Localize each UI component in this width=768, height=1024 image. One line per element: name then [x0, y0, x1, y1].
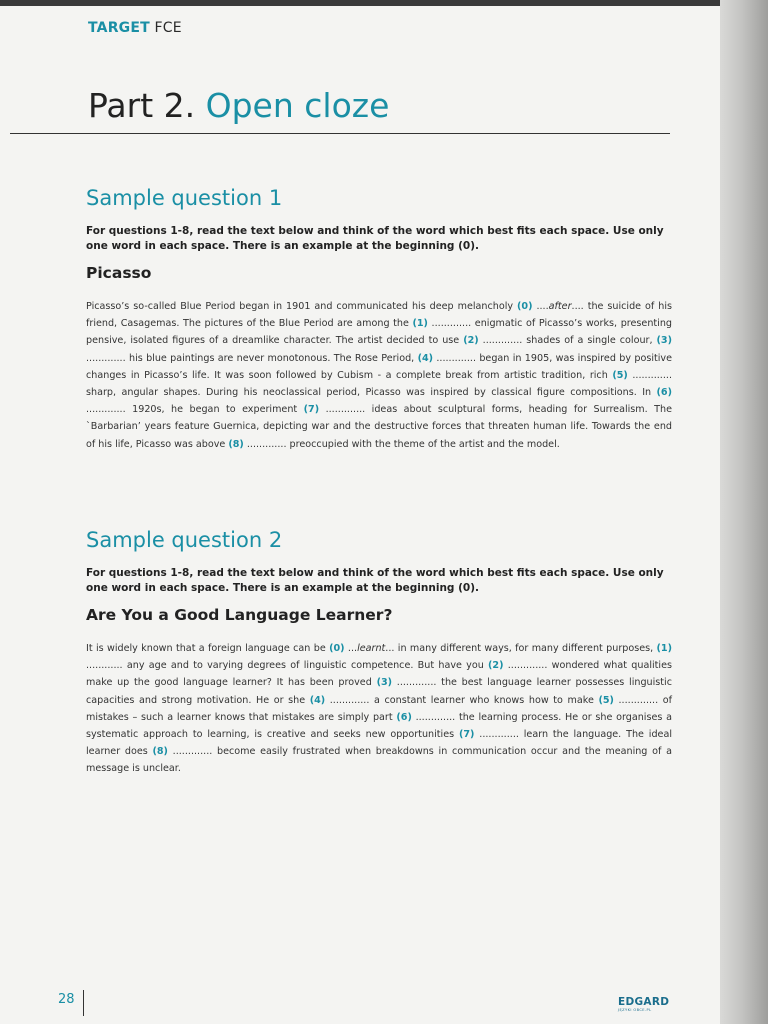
- passage-text: ............. sharp, angular shapes. During his neoclassical period, Picasso was inspired by classical figure compositions. In: [86, 369, 672, 399]
- passage-text: ............. become easily frustrated when breakdowns in communication occur and the meaning of a message is unclear.: [86, 746, 672, 775]
- passage-text: ............. ideas about sculptural forms, heading for Surrealism. The `Barbarian’ years feature Guernica, depicting war and the destructive forces that threaten human life. Towards the end of his life, Picasso was above: [86, 404, 672, 450]
- passage-text: ............. learn the language. The ideal learner does: [86, 729, 672, 758]
- q1-passage-title: Picasso: [86, 264, 152, 282]
- passage-text: ............. enigmatic of Picasso’s works, presenting pensive, isolated figures of a dreamlike character. The artist decided to use: [86, 318, 672, 347]
- gap-number: (8): [152, 746, 168, 758]
- header-brand: TARGET: [88, 20, 150, 36]
- passage-text: ............. wondered what qualities make up the good language learner? It has been proved: [86, 660, 672, 689]
- publisher-subtitle: JĘZYKI OBCE.PL: [618, 1008, 652, 1012]
- example-answer: learnt: [357, 643, 386, 654]
- publisher-logo: [618, 996, 669, 1012]
- passage-text: Picasso’s so-called Blue Period began in 1901 and communicated his deep melancholy: [86, 301, 518, 312]
- passage-text: ............. 1920s, he began to experiment: [86, 404, 304, 416]
- gap-number: (3): [376, 677, 393, 689]
- example-answer: after: [548, 301, 572, 312]
- gap-number: (6): [656, 387, 672, 399]
- passage-text: ...: [344, 643, 358, 654]
- gap-number: (6): [396, 711, 412, 723]
- page-number-divider: [83, 990, 84, 1016]
- passage-text: ... in many different ways, for many different purposes,: [385, 643, 657, 654]
- gap-number: (8): [228, 438, 244, 450]
- gap-number: (5): [598, 694, 614, 706]
- part-name: Open cloze: [205, 86, 390, 125]
- gap-number: (4): [309, 694, 326, 706]
- q1-heading: Sample question 1: [86, 186, 283, 210]
- gap-number: (5): [612, 369, 628, 381]
- gap-number: (7): [458, 729, 475, 741]
- running-header: [88, 20, 182, 36]
- sample-question-2: [86, 528, 672, 778]
- page-title: [88, 86, 389, 125]
- gap-number: (2): [463, 335, 479, 347]
- sample-question-1: [86, 186, 672, 453]
- passage-text: ............. the learning process. He or she organises a systematic approach to learning, is creative and seeks new opportunities: [86, 711, 672, 741]
- gap-number: (7): [303, 404, 320, 416]
- title-rule: [10, 133, 670, 134]
- passage-text: ............. shades of a single colour,: [478, 335, 657, 347]
- passage-text: ............. of mistakes – such a learner knows that mistakes are simply part: [86, 694, 672, 723]
- q1-passage: [86, 298, 672, 453]
- q2-passage: [86, 640, 672, 778]
- q1-instructions: For questions 1-8, read the text below and think of the word which best fits each space. Use only one word in each space. There is an example at the beginning (0).: [86, 225, 664, 252]
- gap-number: (4): [417, 352, 434, 364]
- gap-number: (1): [656, 643, 672, 654]
- q2-passage-title: Are You a Good Language Learner?: [86, 606, 393, 624]
- passage-text: ............. began in 1905, was inspired by positive changes in Picasso’s life. It was soon followed by Cubism - a complete break from artistic tradition, rich: [86, 352, 672, 381]
- page-binding-shadow: [720, 0, 768, 1024]
- passage-text: ............. the best language learner possesses linguistic capacities and strong motivation. He or she: [86, 677, 672, 706]
- gap-number: (2): [488, 660, 504, 672]
- header-exam: FCE: [154, 20, 182, 36]
- passage-text: ....: [532, 301, 549, 312]
- passage-text: ............. his blue paintings are never monotonous. The Rose Period,: [86, 352, 418, 364]
- part-number: Part 2.: [88, 86, 196, 125]
- publisher-name: EDGARD: [618, 996, 670, 1008]
- page-number: 28: [58, 992, 75, 1007]
- passage-text: ............. preoccupied with the theme of the artist and the model.: [243, 438, 560, 450]
- passage-text: .... the suicide of his friend, Casagemas. The pictures of the Blue Period are among the: [86, 301, 673, 330]
- passage-text: It is widely known that a foreign language can be: [86, 643, 330, 654]
- gap-number: (0): [517, 301, 533, 312]
- passage-text: ............. a constant learner who knows how to make: [325, 694, 599, 706]
- gap-number: (1): [412, 318, 428, 330]
- passage-text: ............ any age and to varying degrees of linguistic competence. But have you: [86, 660, 489, 672]
- q2-heading: Sample question 2: [86, 528, 283, 552]
- q2-instructions: For questions 1-8, read the text below and think of the word which best fits each space. Use only one word in each space. There is an example at the beginning (0).: [86, 567, 664, 594]
- gap-number: (0): [329, 643, 345, 654]
- gap-number: (3): [656, 335, 672, 347]
